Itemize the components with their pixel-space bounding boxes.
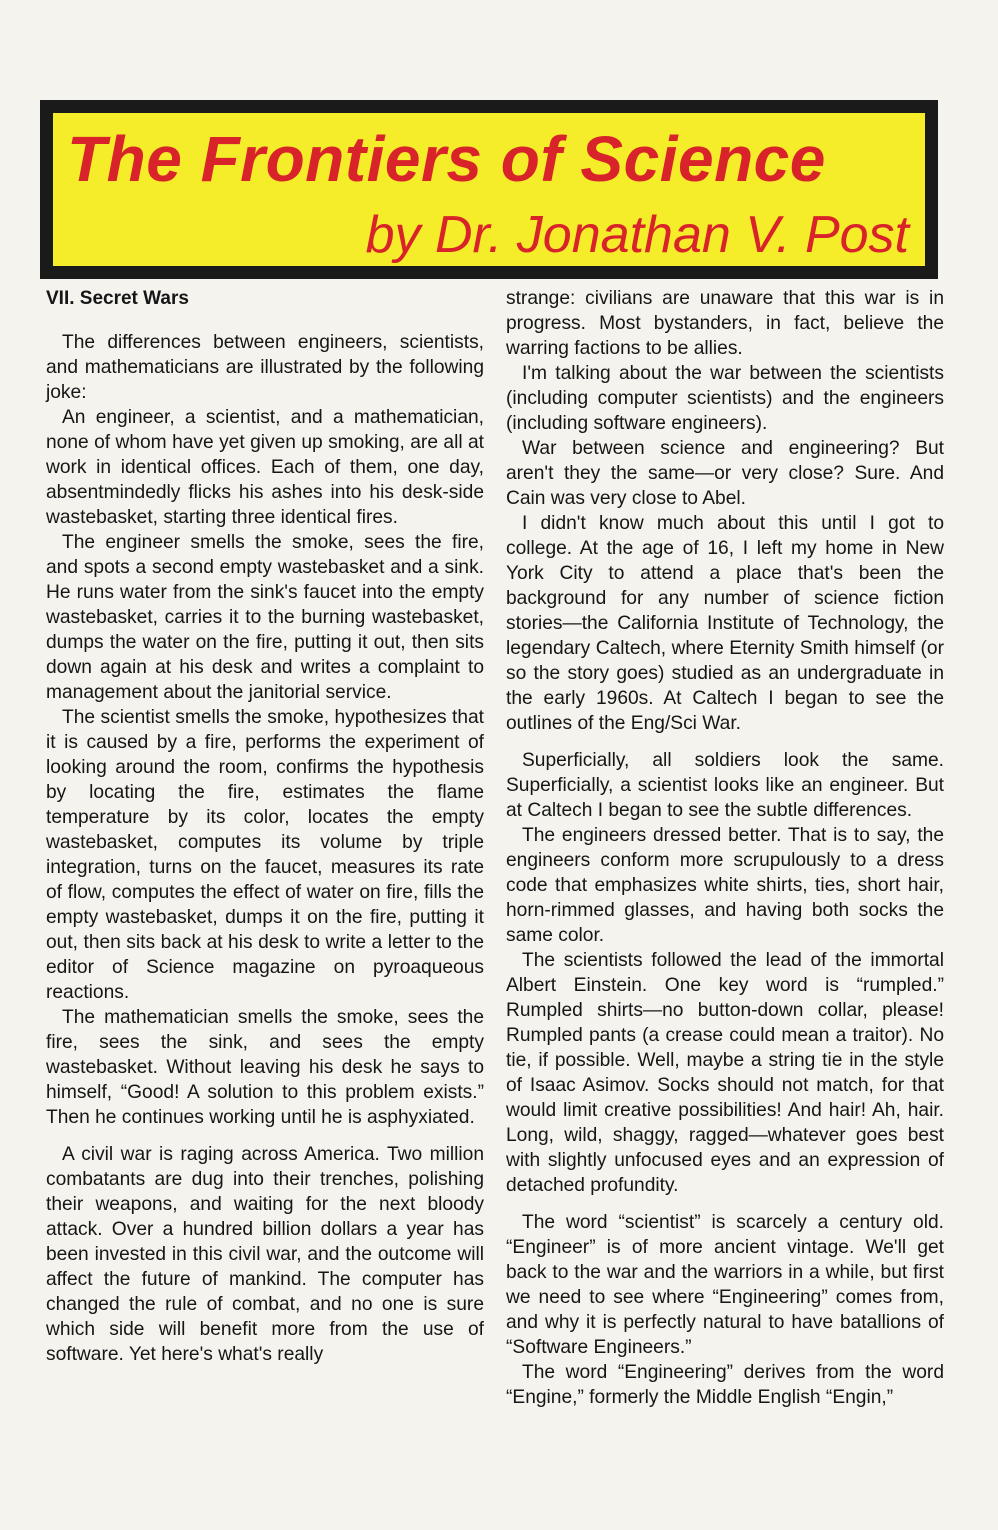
left-column — [46, 286, 484, 1367]
section-heading: VII. Secret Wars — [46, 288, 189, 309]
paragraph: The differences between engineers, scientists, and mathematicians are illustrated by the following joke: — [46, 332, 484, 403]
paragraph: The word “scientist” is scarcely a century old. “Engineer” is of more ancient vintage. We'll get back to the war and the warriors in a while, but first we need to see where “Engineering” comes from, and why it is perfectly natural to have batallions of “Software Engineers.” — [506, 1212, 944, 1358]
paragraph: strange: civilians are unaware that this war is in progress. Most bystanders, in fact, believe the warring factions to be allies. — [506, 288, 944, 359]
paragraph: War between science and engineering? But aren't they the same—or very close? Sure. And Cain was very close to Abel. — [506, 438, 944, 509]
paragraph: I'm talking about the war between the scientists (including computer scientists) and the engineers (including software engineers). — [506, 363, 944, 434]
paragraph: The mathematician smells the smoke, sees the fire, sees the sink, and sees the empty wastebasket. Without leaving his desk he says to himself, “Good! A solution to this problem exists.” Then he continues working until he is asphyxiated. — [46, 1007, 484, 1128]
paragraph: The word “Engineering” derives from the word “Engine,” formerly the Middle English “Engin,” — [506, 1362, 944, 1408]
paragraph: A civil war is raging across America. Two million combatants are dug into their trenches, polishing their weapons, and waiting for the next bloody attack. Over a hundred billion dollars a year has been invested in this civil war, and the outcome will affect the future of mankind. The computer has changed the rule of combat, and no one is sure which side will benefit more from the use of software. Yet here's what's really — [46, 1144, 484, 1365]
paragraph: The scientist smells the smoke, hypothesizes that it is caused by a fire, performs the experiment of looking around the room, confirms the hypothesis by locating the fire, estimates the flame temperature by its color, locates the empty wastebasket, computes its volume by triple integration, turns on the faucet, measures its rate of flow, computes the effect of water on fire, fills the empty wastebasket, dumps it on the fire, putting it out, then sits back at his desk to write a letter to the editor of Science magazine on pyroaqueous reactions. — [46, 707, 484, 1003]
title-banner-inner — [51, 111, 927, 268]
paragraph: I didn't know much about this until I got to college. At the age of 16, I left my home in New York City to attend a place that's been the background for any number of science fiction stories—the California Institute of Technology, the legendary Caltech, where Eternity Smith himself (or so the story goes) studied as an undergraduate in the early 1960s. At Caltech I began to see the outlines of the Eng/Sci War. — [506, 513, 944, 734]
paragraph: The engineer smells the smoke, sees the fire, and spots a second empty wastebasket and a sink. He runs water from the sink's faucet into the empty wastebasket, carries it to the burning wastebasket, dumps the water on the fire, putting it out, then sits down again at his desk and writes a complaint to management about the janitorial service. — [46, 532, 484, 703]
author-byline: by Dr. Jonathan V. Post — [365, 206, 909, 264]
column-title: The Frontiers of Science — [67, 123, 826, 195]
title-banner — [40, 100, 938, 279]
paragraph: An engineer, a scientist, and a mathematician, none of whom have yet given up smoking, are all at work in identical offices. Each of them, one day, absentmindedly flicks his ashes into his desk-side wastebasket, starting three identical fires. — [46, 407, 484, 528]
right-column — [506, 286, 944, 1410]
paragraph: Superficially, all soldiers look the same. Superficially, a scientist looks like an engineer. But at Caltech I began to see the subtle differences. — [506, 750, 944, 821]
paragraph: The scientists followed the lead of the immortal Albert Einstein. One key word is “rumpled.” Rumpled shirts—no button-down collar, please! Rumpled pants (a crease could mean a traitor). No tie, if possible. Well, maybe a string tie in the style of Isaac Asimov. Socks should not match, for that would limit creative possibilities! And hair! Ah, hair. Long, wild, shaggy, ragged—whatever goes best with slightly unfocused eyes and an expression of detached profundity. — [506, 950, 944, 1196]
paragraph: The engineers dressed better. That is to say, the engineers conform more scrupulously to a dress code that emphasizes white shirts, ties, short hair, horn-rimmed glasses, and having both socks the same color. — [506, 825, 944, 946]
